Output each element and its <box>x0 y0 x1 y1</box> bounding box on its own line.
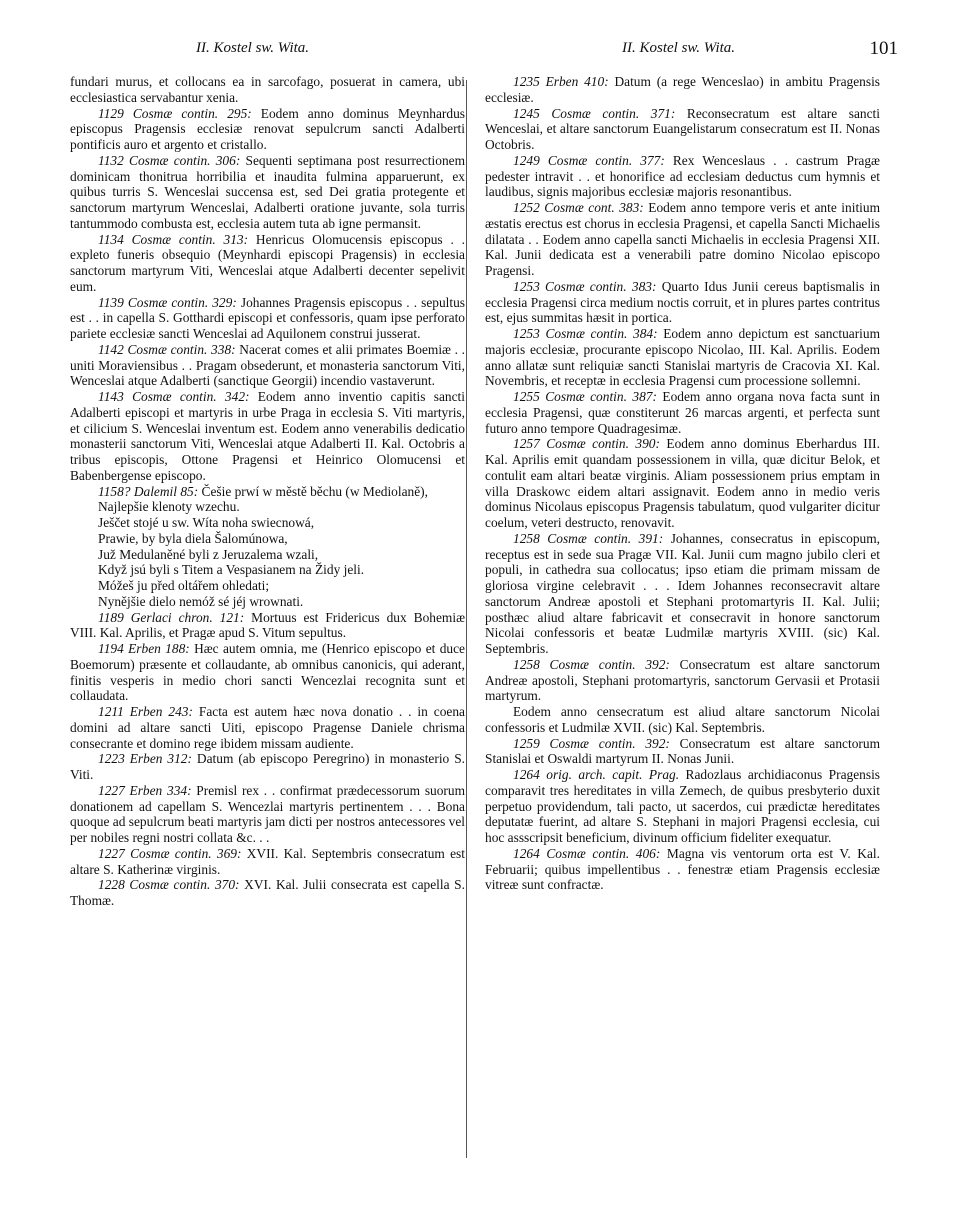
source-reference: 1158? Dalemil 85: <box>98 483 199 499</box>
entry-paragraph <box>70 342 465 389</box>
source-reference: 1211 Erben 243: <box>98 704 193 719</box>
entry-text: Quarto Idus Junii cereus baptismalis in ecclesia Pragensi circa medium noctis corruit, et in plures partes contritus est, ejus summitas hæsit in portica. <box>485 278 880 326</box>
running-header-right: II. Kostel sw. Wita. <box>622 40 736 56</box>
entry-text: fundari murus, et collocans ea in sarcofago, posuerat in camera, ubi ecclesiastica servabantur xenia. <box>70 74 465 105</box>
entry-paragraph <box>70 846 465 878</box>
entry-text: Johannes, consecratus in episcopum, receptus est in sede sua Pragæ VII. Kal. Junii cum magno jubilo cleri et populi, in cathedra sua collocatus; ipso etiam die primam missam de gloriosa virgine celebravit . . . Idem Johannes reconsecravit altare sanctorum Andreæ apostoli et Stephani protomartyris II. Kal. Julii; posthæc aliud altare fabricavit et consecravit in honore sanctorum Nicolai confessoris et beatæ Ludmilæ martyris XVIII. (sic) Kal. Septembris. <box>485 530 880 656</box>
entry-paragraph <box>485 153 880 200</box>
entry-text: Consecratum est altare sanctorum Andreæ apostoli, Stephani protomartyris, sanctorum Gervasii et Protasii martyrum. <box>485 656 880 704</box>
entry-text: Eodem anno dominus Meynhardus episcopus Pragensis ecclesiæ renovat sepulcrum sancti Adalberti pontificis auro et argento et cristallo. <box>70 105 465 152</box>
source-reference: 1252 Cosmæ cont. 383: <box>513 200 644 215</box>
entry-paragraph <box>70 751 465 783</box>
entry-text: Mortuus est Fridericus dux Bohemiæ VIII. Kal. Aprilis, et Pragæ apud S. Vitum sepultus. <box>70 609 465 641</box>
entry-text: Johannes Pragensis episcopus . . sepultus est . . in capella S. Gotthardi episcopi et confessoris, quam ipse perforato pariete ecclesiæ sancti Wenceslai ad Aquilonem construi jusserat. <box>70 294 465 341</box>
entry-paragraph <box>70 389 465 484</box>
left-column <box>70 74 465 909</box>
page-number: 101 <box>869 38 898 59</box>
entry-text: Eodem anno organa nova facta sunt in ecclesia Pragensi, quæ constiterunt 26 marcas argenti, et perfecta sunt futuro anno tempore Quadragesimæ. <box>485 389 880 436</box>
source-reference: 1264 Cosmæ contin. 406: <box>513 845 661 861</box>
source-reference: 1194 Erben 188: <box>98 641 190 656</box>
poem-line: Móžeš ju před oltářem ohledati; <box>98 578 270 593</box>
entry-paragraph <box>485 531 880 657</box>
entry-paragraph <box>485 846 880 893</box>
left-entries <box>70 74 465 499</box>
source-reference: 1227 Erben 334: <box>98 782 192 798</box>
source-reference: 1227 Cosmæ contin. 369: <box>98 845 242 861</box>
poem-line: Nynějšie dielo nemóž sé jéj wrownati. <box>98 593 304 609</box>
entry-text: Rex Wenceslaus . . castrum Pragæ pedester intravit . . et honorifice ad ecclesiam deductus cum hymnis et laudibus, signis majoribus ecclesiæ majoris resonantibus. <box>485 152 880 200</box>
poem-line: Když jsú byli s Titem a Vespasianem na Židy jeli. <box>98 562 365 578</box>
entry-paragraph <box>70 74 465 106</box>
entry-text: Premisl rex . . confirmat prædecessorum suorum donationem ad capellam S. Wencezlai martyris pertinentem . . . Bona quoque ad sepulcrum beati martyris jam dicti per nostros antecessores vel per nobiles regni nostri collata &c. . . <box>70 782 465 845</box>
entry-paragraph <box>485 74 880 106</box>
entry-text: Češie prwí w městě běchu (w Mediolaně), <box>198 483 428 499</box>
entry-paragraph <box>485 326 880 389</box>
poem-verses <box>70 499 465 609</box>
source-reference: 1223 Erben 312: <box>98 751 192 767</box>
entry-text: XVI. Kal. Julii consecrata est capella S. Thomæ. <box>70 877 465 908</box>
entry-paragraph <box>485 200 880 279</box>
entry-text: Consecratum est altare sanctorum Stanislai et Oswaldi martyrum II. Nonas Junii. <box>485 735 880 767</box>
entry-text: Nacerat comes et alii primates Boemiæ . . uniti Moraviensibus . . Pragam obsederunt, et monasteria sanctorum Viti, Wenceslai atque Adalberti (sanctique Georgii) incendio vastaverunt. <box>70 341 466 389</box>
source-reference: 1249 Cosmæ contin. 377: <box>513 152 665 168</box>
source-reference: 1264 orig. arch. capit. Prag. <box>513 767 680 782</box>
entry-paragraph <box>485 704 880 736</box>
entry-text: Sequenti septimana post resurrectionem dominicam thonitrua horribilia et inaudita fulmina apparuerunt, ex quibus turris S. Wenceslai succensa est, sed Dei gratia protegente et sanctorum martyrum Wenceslai, Adalberti oratione juvante, sola turris tantummodo combusta est, ecclesia autem tuta ab igne permansit. <box>70 152 465 231</box>
running-header-left: II. Kostel sw. Wita. <box>196 40 310 56</box>
source-reference: 1253 Cosmæ contin. 383: <box>513 278 657 294</box>
entry-paragraph <box>485 106 880 153</box>
entry-text: Eodem anno tempore veris et ante initium æstatis erectus est chorus in ecclesia Pragensi, et capella Sancti Michaelis dilatata . . Eodem anno capella sancti Michaelis in ecclesia Pragensi XII. Kal. Junii dedicata est a venerabili patre domino Nicolao episcopo Pragensi. <box>485 200 880 278</box>
entry-paragraph <box>70 484 465 500</box>
entry-text: Reconsecratum est altare sancti Wenceslai, et altare sanctorum Euangelistarum consecratum est II. Nonas Octobris. <box>485 105 880 152</box>
entry-text: Datum (ab episcopo Peregrino) in monasterio S. Viti. <box>70 751 466 782</box>
entry-text: Henricus Olomucensis episcopus . . expleto funeris obsequio (Meynhardi episcopi Pragensis) in ecclesia sanctorum martyrum Viti, Wenceslai atque Adalberti decenter sepelivit eum. <box>70 231 465 294</box>
entry-text: Hæc autem omnia, me (Henrico episcopo et duce Boemorum) præsente et collaudante, ab omnibus canonicis, qui aderant, finitis vesperis in medio chori sancti Wencezlai recognita sunt et collaudata. <box>70 641 465 704</box>
entry-paragraph <box>485 279 880 326</box>
entry-paragraph <box>485 736 880 768</box>
source-reference: 1257 Cosmæ contin. 390: <box>513 436 660 452</box>
entry-paragraph <box>485 389 880 436</box>
source-reference: 1134 Cosmæ contin. 313: <box>98 231 249 247</box>
entry-text: Magna vis ventorum orta est V. Kal. Februarii; quibus impellentibus . . fenestræ etiam Pragensis ecclesiæ vitreæ sunt confractæ. <box>485 845 880 893</box>
entry-paragraph <box>485 436 880 531</box>
entry-paragraph <box>70 783 465 846</box>
entry-paragraph <box>70 877 465 909</box>
source-reference: 1139 Cosmæ contin. 329: <box>98 294 237 310</box>
column-divider <box>466 80 467 1158</box>
poem-line: Prawie, by byla diela Šalomúnowa, <box>98 530 288 546</box>
entry-paragraph <box>70 704 465 751</box>
source-reference: 1255 Cosmæ contin. 387: <box>513 389 657 404</box>
source-reference: 1259 Cosmæ contin. 392: <box>513 735 670 751</box>
source-reference: 1245 Cosmæ contin. 371: <box>513 105 676 121</box>
entry-paragraph <box>485 657 880 704</box>
entry-text: XVII. Kal. Septembris consecratum est altare S. Katherinæ virginis. <box>70 845 465 877</box>
entry-text: Eodem anno dominus Eberhardus III. Kal. Aprilis emit quandam possessionem in villa, quæ dicitur Belok, et contulit eam altari beatæ virginis. Aliam possessionem prius emptam in villa Draskowc eidem altari assignavit. Eodem anno in medio veris dominus Nicolaus episcopus Pragensis tabulatum, quod vulgariter dicitur coelum, veteri destructo, renovavit. <box>485 436 880 530</box>
poem-line: Ješčet stojé u sw. Wíta noha swiecnowá, <box>98 515 315 530</box>
poem-line: Najlepšie klenoty wzechu. <box>98 499 240 515</box>
entry-paragraph <box>70 232 465 295</box>
entry-text: Datum (a rege Wenceslao) in ambitu Pragensis ecclesiæ. <box>485 74 881 105</box>
source-reference: 1235 Erben 410: <box>513 74 609 89</box>
source-reference: 1258 Cosmæ contin. 392: <box>513 656 670 672</box>
source-reference: 1189 Gerlaci chron. 121: <box>98 609 245 625</box>
entry-paragraph <box>70 641 465 704</box>
entry-text: Radozlaus archidiaconus Pragensis comparavit tres hereditates in villa Zemech, de quibus presbyterio duxit perpetuo providendum, tali pacto, ut sacerdos, cui prædictæ hereditates deputatæ fuerint, ad altare S. Stephani in majori Pragensi ecclesia, cui hoc assscripsit beneficium, divinum officium fideliter exequatur. <box>485 767 880 845</box>
right-column <box>485 74 880 893</box>
entry-paragraph <box>70 295 465 342</box>
poem-line: Juž Medulaněné byli z Jeruzalema wzali, <box>98 546 319 562</box>
right-entries <box>485 74 880 893</box>
entry-paragraph <box>70 106 465 153</box>
source-reference: 1143 Cosmæ contin. 342: <box>98 389 250 404</box>
entry-paragraph <box>485 767 880 846</box>
source-reference: 1142 Cosmæ contin. 338: <box>98 341 236 357</box>
source-reference: 1258 Cosmæ contin. 391: <box>513 530 664 546</box>
left-entries-continued <box>70 610 465 909</box>
source-reference: 1228 Cosmæ contin. 370: <box>98 877 240 893</box>
source-reference: 1132 Cosmæ contin. 306: <box>98 152 241 168</box>
entry-text: Facta est autem hæc nova donatio . . in coena domini ad altare sancti Uiti, episcopo Pragense Daniele chrisma consecrante et domino rege ibidem missam audiente. <box>70 704 465 751</box>
source-reference: 1253 Cosmæ contin. 384: <box>513 326 658 341</box>
entry-paragraph <box>70 153 465 232</box>
source-reference: 1129 Cosmæ contin. 295: <box>98 105 252 121</box>
entry-text: Eodem anno censecratum est aliud altare sanctorum Nicolai confessoris et Ludmilæ XVII. (sic) Kal. Septembris. <box>485 704 880 735</box>
entry-text: Eodem anno depictum est sanctuarium majoris ecclesiæ, procurante episcopo Nicolao, III. Kal. Aprilis. Eodem anno allatæ sunt reliquiæ sancti Stanislai martyris de Cracovia XI. Kal. Novembris, et receptæ in ecclesia Pragensi cum processione sollemni. <box>485 326 880 389</box>
entry-text: Eodem anno inventio capitis sancti Adalberti episcopi et martyris in urbe Praga in ecclesia S. Viti martyris, et cilicium S. Wenceslai inventum est. Eodem anno venerabilis dedicatio monasterii sanctorum Viti, Wenceslai atque Adalberti II. Kal. Octobris a tribus episcopis, Ottone Pragensi et Heinrico Olomucensi et Babenbergense episcopo. <box>70 389 465 483</box>
entry-paragraph <box>70 610 465 642</box>
